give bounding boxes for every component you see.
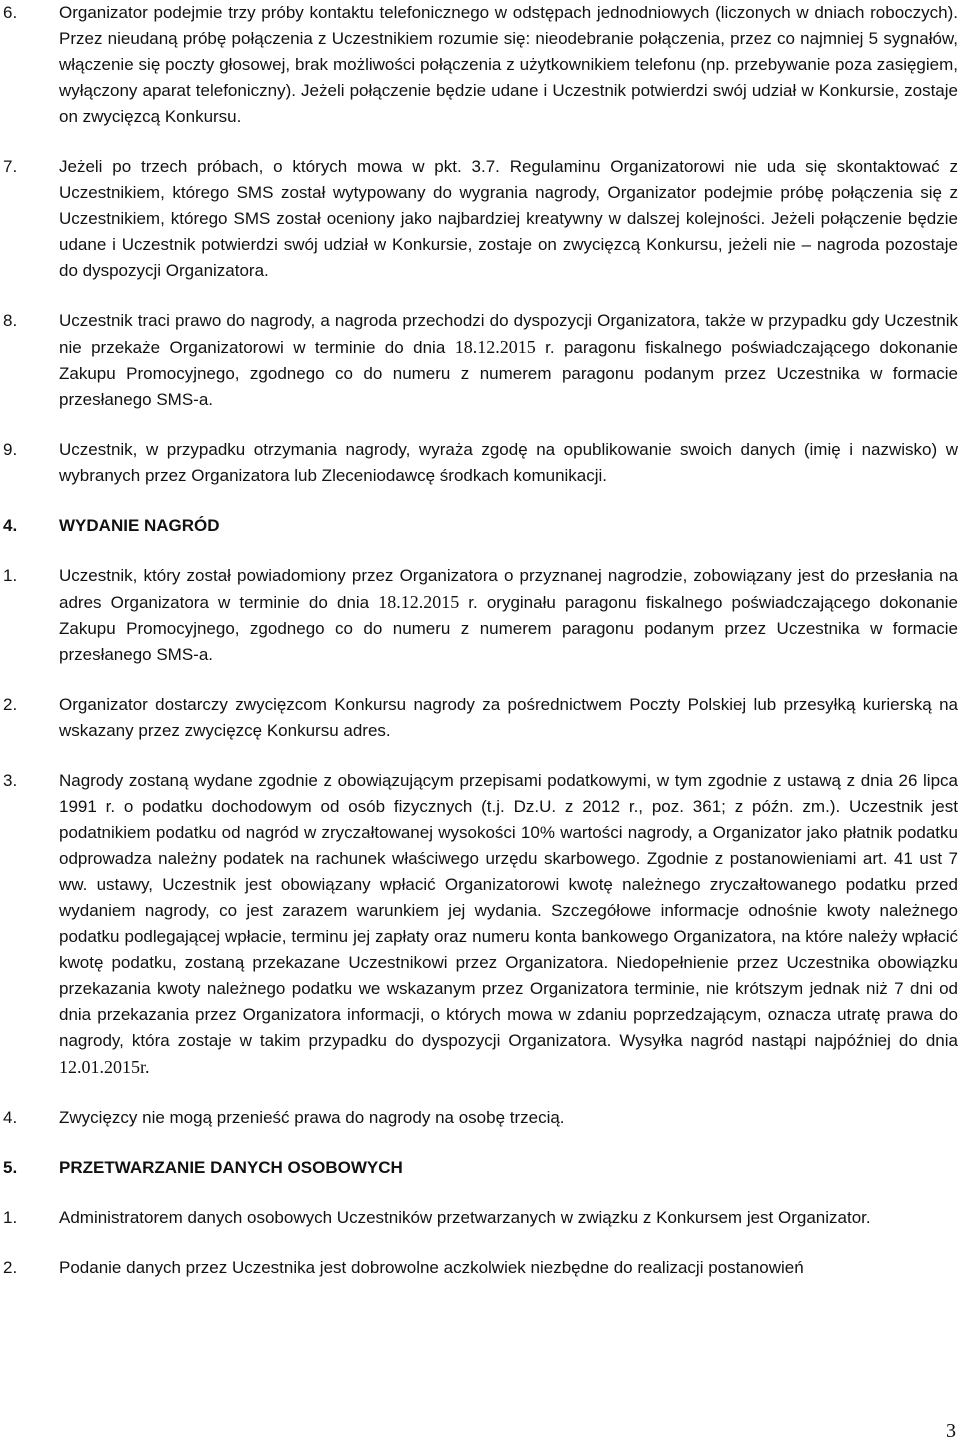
- item-number: 8.: [3, 311, 18, 330]
- section-number: 5.: [3, 1158, 18, 1177]
- list-item-8: [0, 308, 960, 413]
- section4-item-2: [0, 692, 960, 744]
- item-text: Uczestnik, który został powiadomiony przez Organizatora o przyznanej nagrodzie, zobowiązany jest do przesłania na adres Organizatora w terminie do dnia: [59, 566, 958, 612]
- list-item-7: [0, 154, 960, 284]
- section4-item-3: [0, 768, 960, 1081]
- item-text: Administratorem danych osobowych Uczestników przetwarzanych w związku z Konkursem jest Organizator.: [59, 1208, 871, 1227]
- list-item-9: [0, 437, 960, 489]
- item-number: 1.: [3, 1208, 18, 1227]
- item-date: 12.01.2015r.: [59, 1057, 150, 1077]
- section4-item-4: [0, 1105, 960, 1131]
- item-number: 7.: [3, 157, 18, 176]
- section5-item-2: [0, 1255, 960, 1281]
- item-text: Zwycięzcy nie mogą przenieść prawa do nagrody na osobę trzecią.: [59, 1108, 565, 1127]
- item-number: 2.: [3, 1258, 18, 1277]
- item-text: Nagrody zostaną wydane zgodnie z obowiązującym przepisami podatkowymi, w tym zgodnie z ustawą z dnia 26 lipca 1991 r. o podatku dochodowym od osób fizycznych (t.j. Dz.U. z 2012 r., poz. 361; z późn. zm.). Uczestnik jest podatnikiem podatku od nagród w zryczałtowanej wysokości 10% wartości nagrody, a Organizator jako płatnik podatku odprowadza należny podatek na rachunek właściwego urzędu skarbowego. Zgodnie z postanowieniami art. 41 ust 7 ww. ustawy, Uczestnik jest obowiązany wpłacić Organizatorowi kwotę należnego zryczałtowanego podatku przed wydaniem nagrody, co jest zarazem warunkiem jej wydania. Szczegółowe informacje odnośnie kwoty należnego podatku podlegającej wpłacie, terminu jej zapłaty oraz numeru konta bankowego Organizatora, na które należy wpłacić kwotę podatku, zostaną przekazane Uczestnikowi przez Organizatora. Niedopełnienie przez Uczestnika obowiązku przekazania kwoty należnego podatku we wskazanym przez Organizatora terminie, nie krótszym jednak niż 7 dni od dnia przekazania przez Organizatora informacji, o których mowa w zdaniu poprzedzającym, oznacza utratę prawa do nagrody, która zostaje w takim przypadku do dyspozycji Organizatora. Wysyłka nagród nastąpi najpóźniej do dnia: [59, 771, 958, 1050]
- section-number: 4.: [3, 516, 18, 535]
- item-number: 2.: [3, 695, 18, 714]
- item-number: 6.: [3, 3, 18, 22]
- section5-item-1: [0, 1205, 960, 1231]
- item-date: 18.12.2015: [378, 592, 460, 612]
- item-text: Organizator dostarczy zwycięzcom Konkursu nagrody za pośrednictwem Poczty Polskiej lub przesyłką kurierską na wskazany przez zwycięzcę Konkursu adres.: [59, 695, 958, 740]
- item-number: 1.: [3, 566, 18, 585]
- section-heading-4: [0, 513, 960, 539]
- item-text: Jeżeli po trzech próbach, o których mowa w pkt. 3.7. Regulaminu Organizatorowi nie uda się skontaktować z Uczestnikiem, którego SMS został wytypowany do wygrania nagrody, Organizator podejmie próbę połączenia się z Uczestnikiem, którego SMS został oceniony jako najbardziej kreatywny w dalszej kolejności. Jeżeli połączenie będzie udane i Uczestnik potwierdzi swój udział w Konkursie, zostaje on zwycięzcą Konkursu, jeżeli nie – nagroda pozostaje do dyspozycji Organizatora.: [59, 157, 958, 280]
- item-text: Podanie danych przez Uczestnika jest dobrowolne aczkolwiek niezbędne do realizacji postanowień: [59, 1258, 804, 1277]
- section-heading-5: [0, 1155, 960, 1181]
- item-date: 18.12.2015: [454, 337, 536, 357]
- page-number: 3: [946, 1420, 956, 1442]
- item-text-continued: r. paragonu fiskalnego poświadczającego dokonanie Zakupu Promocyjnego, zgodnego co do numeru z numerem paragonu podanym przez Uczestnika w formacie przesłanego SMS-a.: [59, 338, 959, 409]
- list-item-6: [0, 0, 960, 130]
- item-text: Uczestnik, w przypadku otrzymania nagrody, wyraża zgodę na opublikowanie swoich danych (imię i nazwisko) w wybranych przez Organizatora lub Zleceniodawcę środkach komunikacji.: [59, 440, 958, 485]
- item-number: 3.: [3, 771, 18, 790]
- item-number: 9.: [3, 440, 18, 459]
- section-title: PRZETWARZANIE DANYCH OSOBOWYCH: [59, 1158, 403, 1177]
- section-title: WYDANIE NAGRÓD: [59, 516, 220, 535]
- item-text-continued: r. oryginału paragonu fiskalnego poświadczającego dokonanie Zakupu Promocyjnego, zgodnego co do numeru z numerem paragonu podanym przez Uczestnika w formacie przesłanego SMS-a.: [59, 593, 958, 664]
- item-number: 4.: [3, 1108, 18, 1127]
- section4-item-1: [0, 563, 960, 668]
- item-text: Organizator podejmie trzy próby kontaktu telefonicznego w odstępach jednodniowych (liczonych w dniach roboczych). Przez nieudaną próbę połączenia z Uczestnikiem rozumie się: nieodebranie połączenia, przez co najmniej 5 sygnałów, włączenie się poczty głosowej, brak możliwości połączenia z użytkownikiem telefonu (np. przebywanie poza zasięgiem, wyłączony aparat telefoniczny). Jeżeli połączenie będzie udane i Uczestnik potwierdzi swój udział w Konkursie, zostaje on zwycięzcą Konkursu.: [59, 3, 958, 126]
- item-text: Uczestnik traci prawo do nagrody, a nagroda przechodzi do dyspozycji Organizatora, także w przypadku gdy Uczestnik nie przekaże Organizatorowi w terminie do dnia: [59, 311, 958, 357]
